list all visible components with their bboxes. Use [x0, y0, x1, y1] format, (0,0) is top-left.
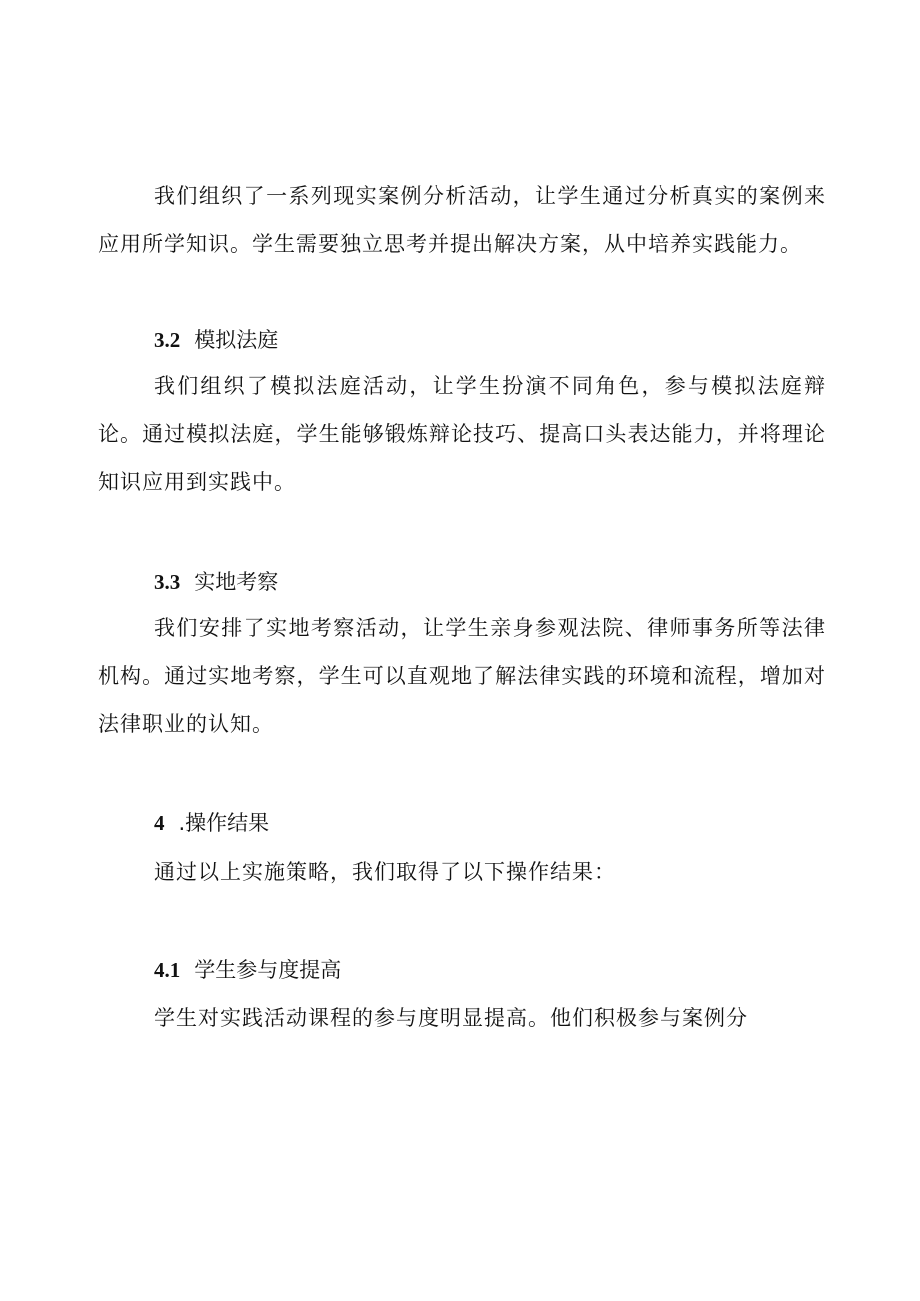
section-title: 学生参与度提高 — [194, 958, 342, 982]
section-number: 3.3 — [154, 570, 181, 594]
paragraph-case-analysis: 我们组织了一系列现实案例分析活动，让学生通过分析真实的案例来应用所学知识。学生需要独立思考并提出解决方案，从中培养实践能力。 — [98, 184, 826, 256]
section-number: 3.2 — [154, 328, 181, 352]
section-title: 实地考察 — [194, 570, 279, 594]
section-number: 4.1 — [154, 958, 181, 982]
section-heading-3-2 — [154, 325, 278, 355]
section-heading-4-1 — [154, 955, 341, 985]
section-heading-4 — [154, 808, 269, 838]
section-number: 4 — [154, 811, 165, 835]
section-heading-3-3 — [154, 567, 278, 597]
section-title: .操作结果 — [178, 811, 270, 835]
paragraph-field-visit: 我们安排了实地考察活动，让学生亲身参观法院、律师事务所等法律机构。通过实地考察，学生可以直观地了解法律实践的环境和流程，增加对法律职业的认知。 — [98, 616, 826, 736]
paragraph-moot-court: 我们组织了模拟法庭活动，让学生扮演不同角色，参与模拟法庭辩论。通过模拟法庭，学生能够锻炼辩论技巧、提高口头表达能力，并将理论知识应用到实践中。 — [98, 374, 826, 494]
paragraph-participation: 学生对实践活动课程的参与度明显提高。他们积极参与案例分 — [154, 1006, 748, 1030]
section-title: 模拟法庭 — [194, 328, 279, 352]
paragraph-results-intro: 通过以上实施策略，我们取得了以下操作结果： — [154, 860, 616, 884]
